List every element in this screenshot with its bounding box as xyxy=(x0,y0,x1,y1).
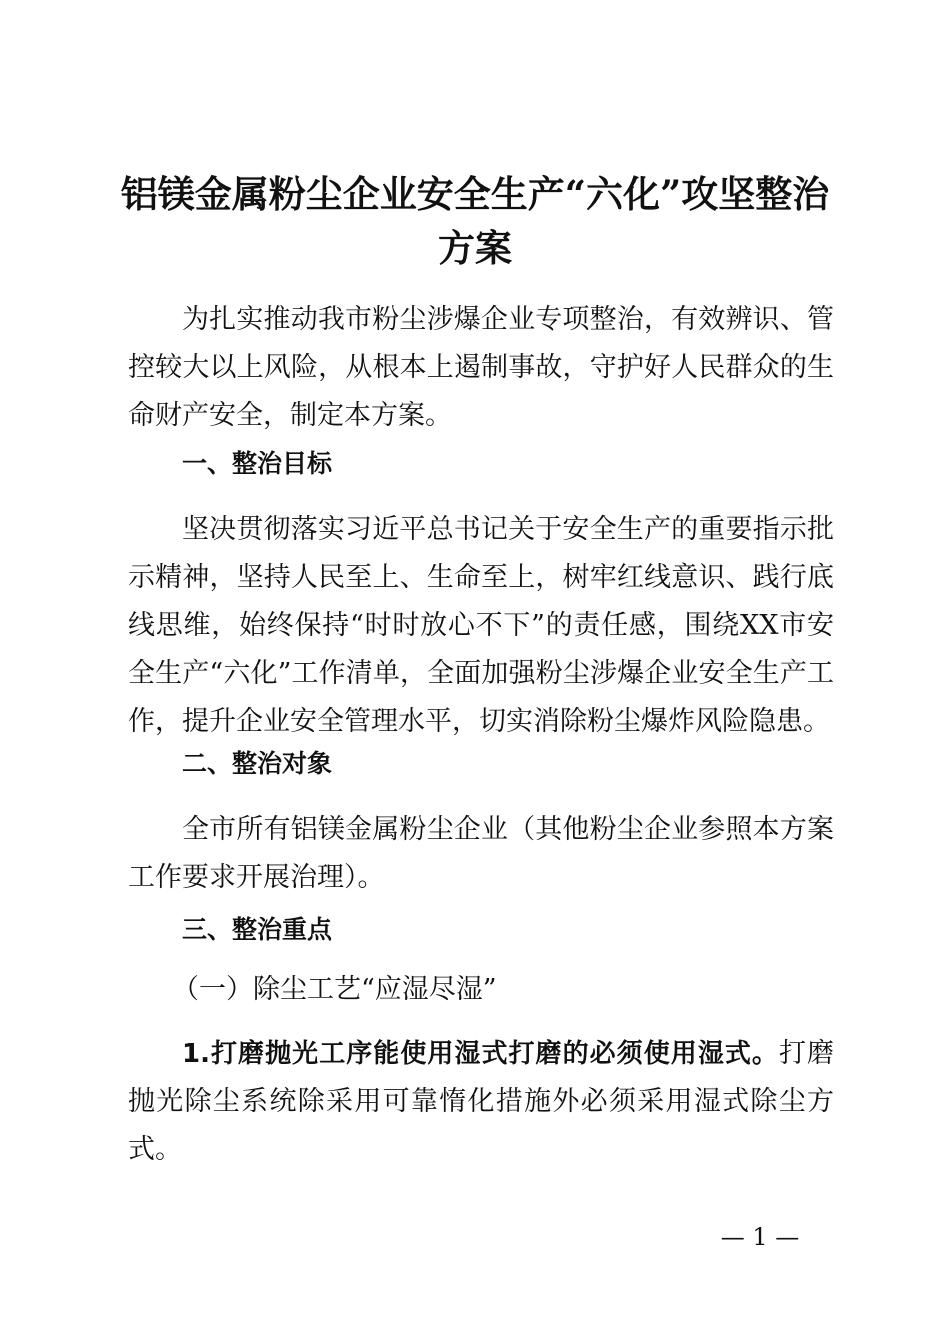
item1-text: 打磨抛光除尘系统除采用可靠惰化措施外必须采用湿式除尘方式。 xyxy=(128,1038,835,1165)
section2-heading: 二、整治对象 xyxy=(182,749,333,778)
document-title-line2: 方案 xyxy=(438,226,512,270)
page-number: — 1 — xyxy=(720,1223,800,1251)
section2-paragraph: 全市所有铝镁金属粉尘企业（其他粉尘企业参照本方案工作要求开展治理）。 xyxy=(128,814,834,893)
item1-paragraph xyxy=(128,1030,834,1174)
section1-heading: 一、整治目标 xyxy=(182,449,333,478)
item1-bold-lead: 1.打磨抛光工序能使用湿式打磨的必须使用湿式。 xyxy=(182,1039,779,1069)
subsection1-heading: （一）除尘工艺“应湿尽湿” xyxy=(172,974,497,1005)
intro-paragraph: 为扎实推动我市粉尘涉爆企业专项整治，有效辨识、管控较大以上风险，从根本上遏制事故，守护好人民群众的生命财产安全，制定本方案。 xyxy=(128,304,834,431)
document-title-line1: 铝镁金属粉尘企业安全生产“六化”攻坚整治 xyxy=(120,172,830,216)
section3-heading: 三、整治重点 xyxy=(182,915,333,944)
section1-paragraph: 坚决贯彻落实习近平总书记关于安全生产的重要指示批示精神，坚持人民至上、生命至上，树牢红线意识、践行底线思维，始终保持“时时放心不下”的责任感，围绕XX市安全生产“六化”工作清单，全面加强粉尘涉爆企业安全生产工作，提升企业安全管理水平，切实消除粉尘爆炸风险隐患。 xyxy=(128,514,834,737)
